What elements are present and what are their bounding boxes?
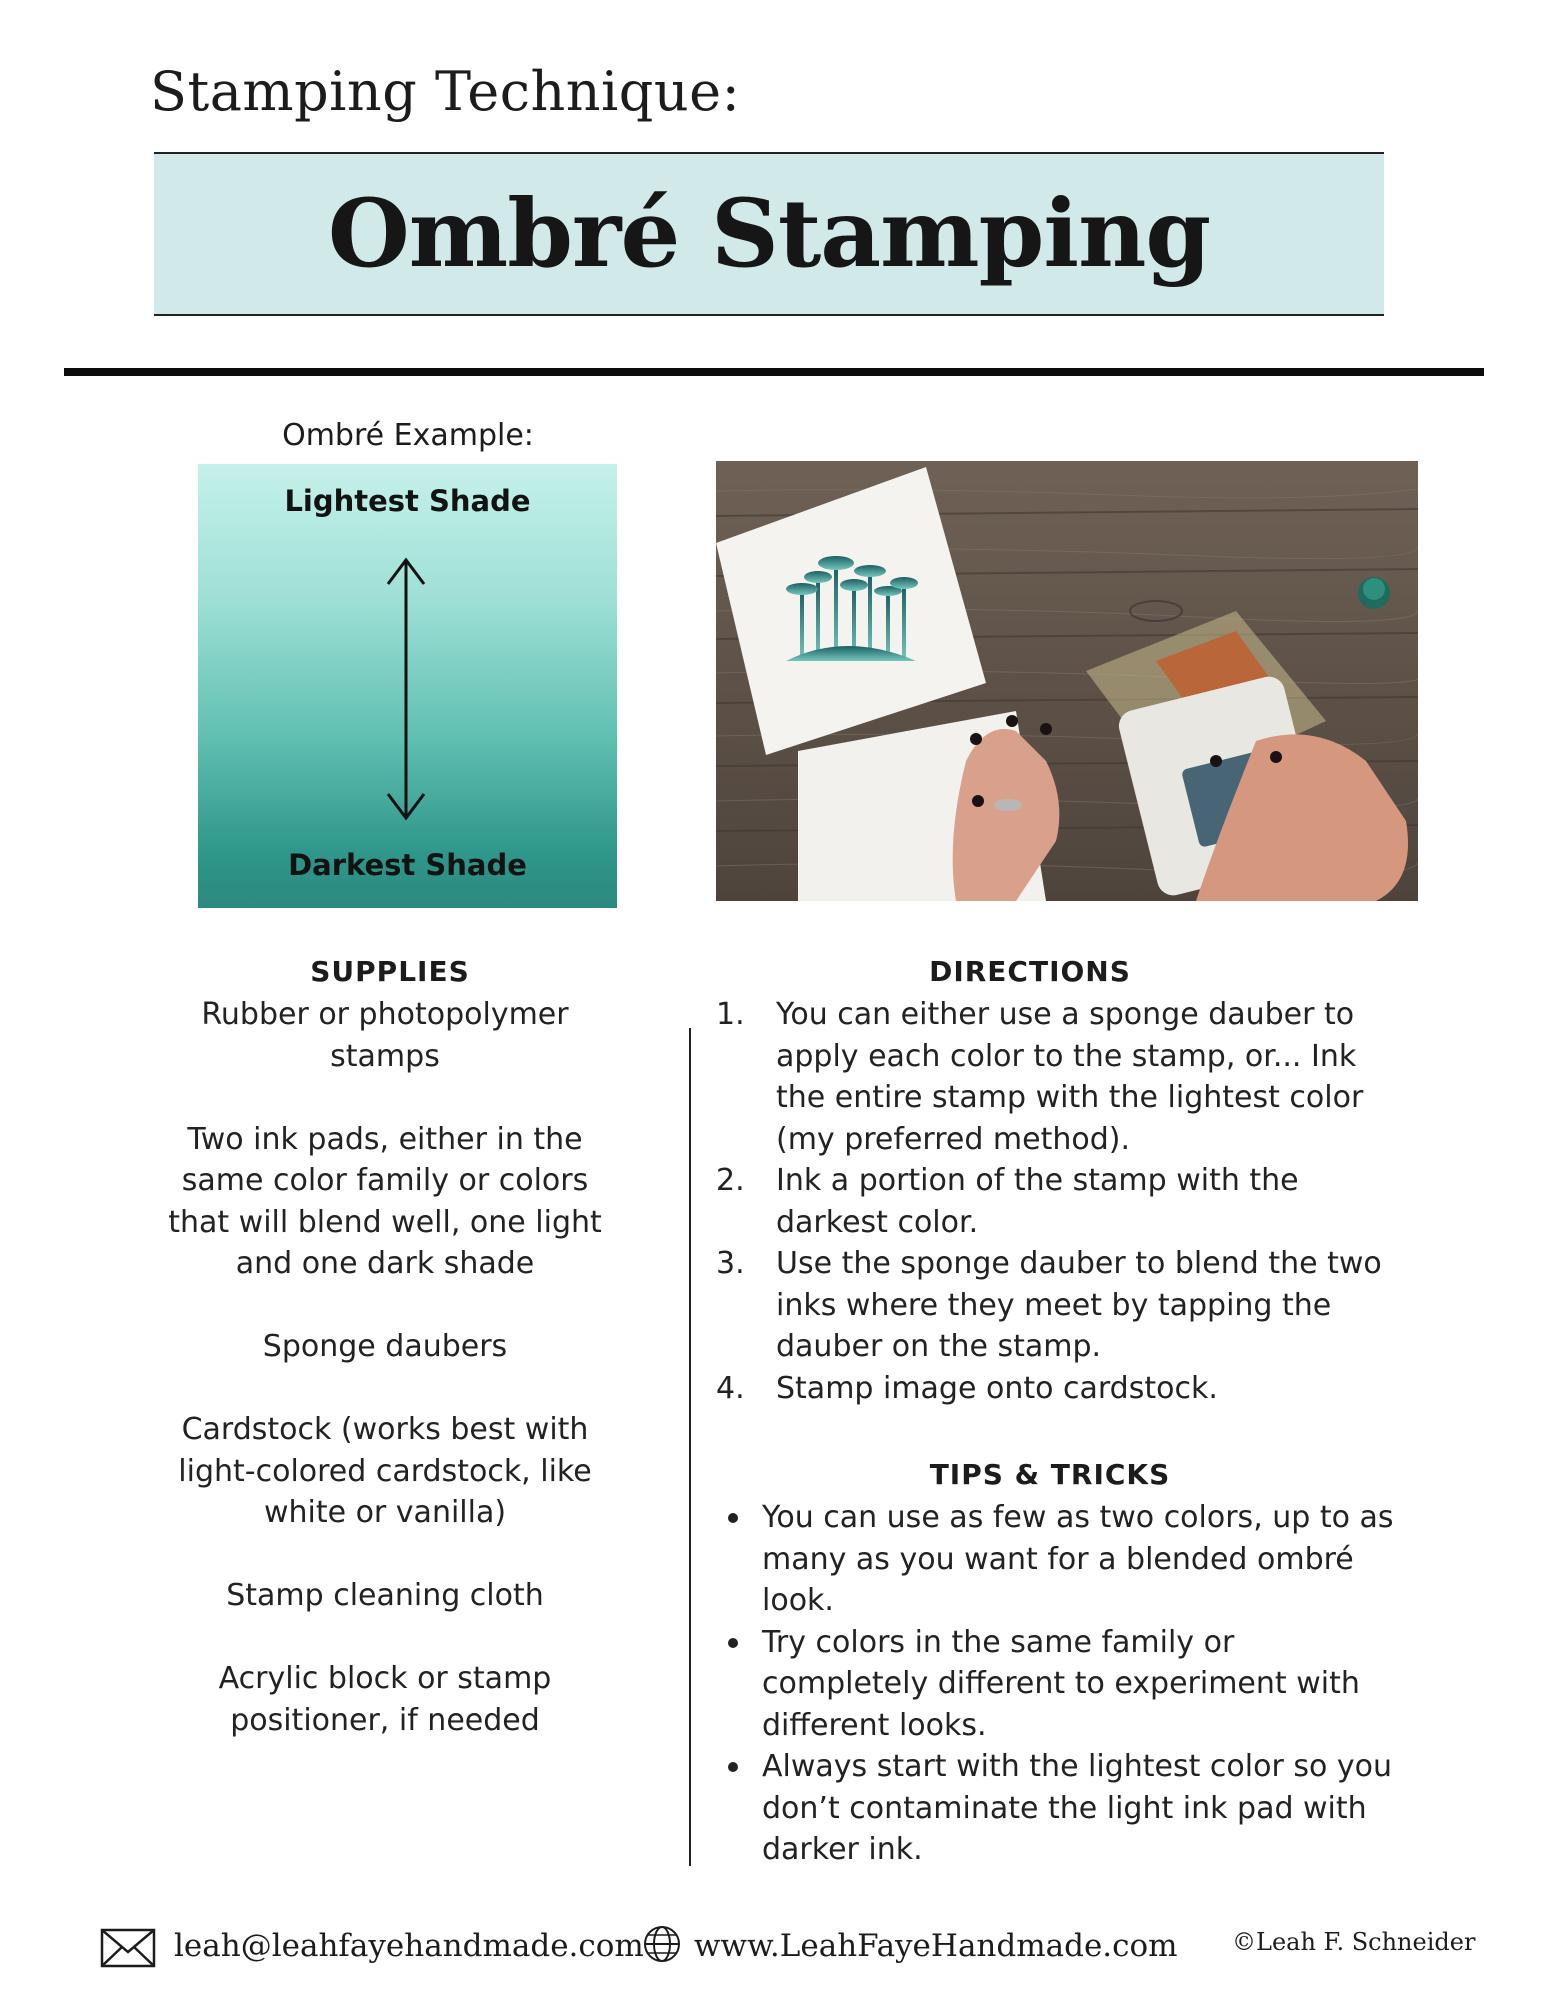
tips-list (716, 1497, 1406, 1871)
direction-step (716, 1160, 1396, 1243)
step-text: Use the sponge dauber to blend the two inks where they meet by tapping the dauber on the stamp. (776, 1246, 1382, 1364)
tip-text: Try colors in the same family or completely different to experiment with different looks. (762, 1624, 1360, 1743)
tip-item (716, 1497, 1406, 1622)
page-kicker: Stamping Technique: (150, 60, 741, 123)
supply-item: Cardstock (works best with light-colored cardstock, like white or vanilla) (178, 1412, 592, 1530)
header-divider (64, 368, 1484, 376)
step-text: You can either use a sponge dauber to apply each color to the stamp, or... Ink the entire stamp with the lightest color (my preferred method). (776, 997, 1364, 1157)
directions-heading: DIRECTIONS (929, 955, 1131, 988)
bullet-icon (728, 1762, 738, 1772)
envelope-icon (100, 1928, 156, 1968)
step-number: 1. (716, 997, 745, 1032)
step-text: Stamp image onto cardstock. (776, 1370, 1218, 1406)
stamping-photo (716, 461, 1418, 901)
lightest-shade-label: Lightest Shade (284, 484, 531, 518)
step-number: 2. (716, 1163, 745, 1198)
tip-item (716, 1622, 1406, 1747)
supply-item: Sponge daubers (262, 1329, 508, 1364)
globe-icon (642, 1924, 682, 1964)
direction-step (716, 994, 1396, 1160)
darkest-shade-label: Darkest Shade (288, 848, 527, 882)
supply-item: Acrylic block or stamp positioner, if needed (218, 1661, 552, 1738)
bullet-icon (728, 1638, 738, 1648)
tip-item (716, 1746, 1406, 1871)
supply-item: Rubber or photopolymer stamps (201, 997, 569, 1074)
supplies-heading: SUPPLIES (310, 955, 470, 988)
example-label: Ombré Example: (282, 418, 534, 453)
direction-step (716, 1243, 1396, 1368)
tip-text: You can use as few as two colors, up to as many as you want for a blended ombré look. (762, 1500, 1394, 1618)
tip-text: Always start with the lightest color so you don’t contaminate the light ink pad with darker ink. (762, 1749, 1392, 1867)
tips-heading: TIPS & TRICKS (929, 1458, 1171, 1491)
step-number: 3. (716, 1246, 745, 1281)
page-title: Ombré Stamping (327, 179, 1211, 289)
email-link[interactable]: leah@leahfayehandmade.com (174, 1928, 644, 1964)
double-arrow-icon (376, 554, 436, 824)
footer (0, 1920, 1545, 1980)
website-link[interactable]: www.LeahFayeHandmade.com (694, 1928, 1178, 1964)
ombre-swatch (198, 464, 617, 908)
direction-step (716, 1368, 1396, 1410)
supply-item: Stamp cleaning cloth (226, 1578, 544, 1613)
supplies-list (150, 994, 620, 1783)
column-divider (689, 1028, 691, 1866)
step-text: Ink a portion of the stamp with the darkest color. (776, 1163, 1299, 1240)
step-number: 4. (716, 1370, 745, 1406)
bullet-icon (728, 1513, 738, 1523)
title-band (154, 152, 1384, 316)
copyright-text: ©Leah F. Schneider (1232, 1928, 1476, 1956)
directions-list (716, 994, 1396, 1409)
supply-item: Two ink pads, either in the same color family or colors that will blend well, one light and one dark shade (168, 1121, 602, 1281)
